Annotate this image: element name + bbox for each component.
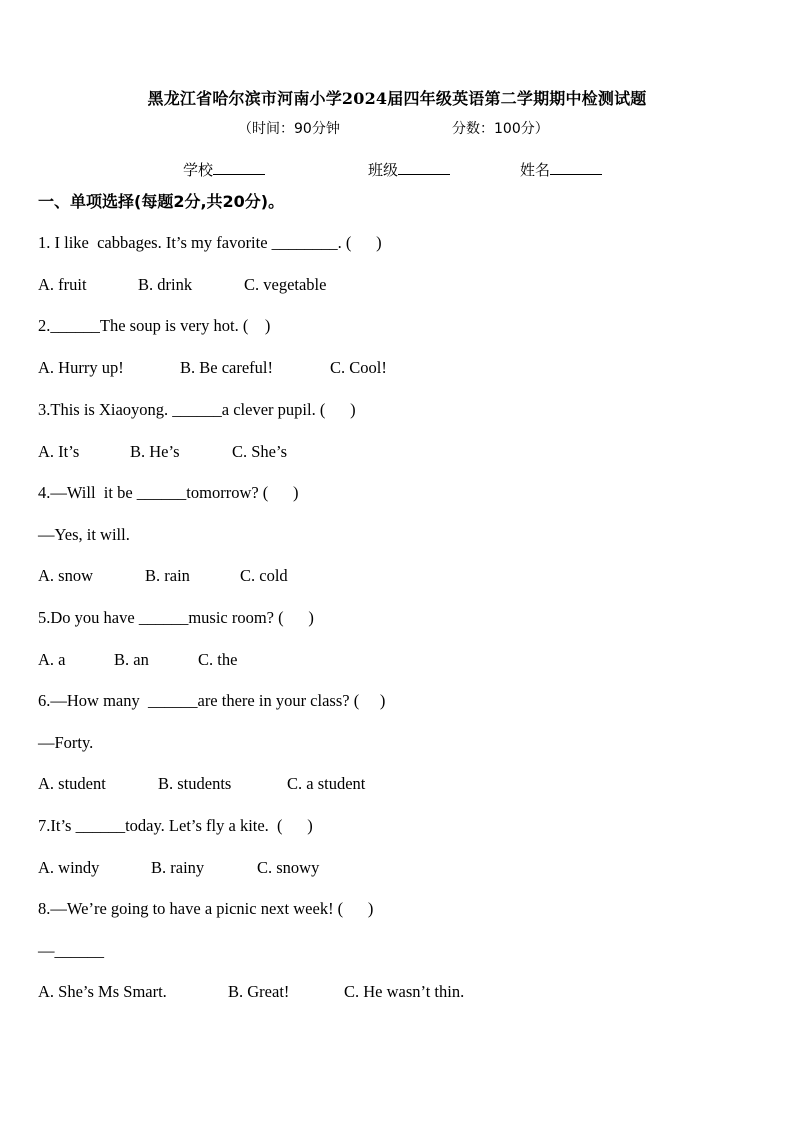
exam-time: （时间：90分钟 xyxy=(238,121,340,137)
question-7-option-a: A. windy xyxy=(38,858,100,877)
question-7-option-b: B. rainy xyxy=(151,858,205,877)
question-2-option-c: C. Cool! xyxy=(330,358,387,377)
question-3-stem: 3.This is Xiaoyong. ______a clever pupil. ( ) xyxy=(38,400,356,419)
question-2-stem: 2.______The soup is very hot. ( ) xyxy=(38,316,271,335)
section-heading: 一、单项选择(每题2分,共20分)。 xyxy=(38,192,285,211)
question-2-option-a: A. Hurry up! xyxy=(38,358,124,377)
name-field xyxy=(520,159,602,180)
question-3-option-c: C. She’s xyxy=(232,442,288,461)
question-6-option-c: C. a student xyxy=(287,774,366,793)
school-label: 学校 xyxy=(183,161,214,179)
question-5-option-b: B. an xyxy=(114,650,149,669)
question-1-option-c: C. vegetable xyxy=(244,275,327,294)
question-1-option-b: B. drink xyxy=(138,275,193,294)
school-field xyxy=(183,159,265,180)
question-6-stem: 6.—How many ______are there in your class? ( ) xyxy=(38,691,386,710)
question-8-option-a: A. She’s Ms Smart. xyxy=(38,982,167,1001)
class-blank[interactable] xyxy=(398,160,450,175)
school-blank[interactable] xyxy=(213,160,265,175)
exam-title: 黑龙江省哈尔滨市河南小学2024届四年级英语第二学期期中检测试题 xyxy=(147,89,647,108)
exam-score: 分数：100分） xyxy=(452,121,549,137)
question-4-option-b: B. rain xyxy=(145,566,190,585)
question-2-option-b: B. Be careful! xyxy=(180,358,273,377)
question-1-option-a: A. fruit xyxy=(38,275,87,294)
question-5-option-a: A. a xyxy=(38,650,66,669)
question-8-answer-line: —______ xyxy=(38,941,104,960)
question-8-option-b: B. Great! xyxy=(228,982,290,1001)
question-8-option-c: C. He wasn’t thin. xyxy=(344,982,465,1001)
question-3-option-b: B. He’s xyxy=(130,442,180,461)
question-7-option-c: C. snowy xyxy=(257,858,320,877)
question-4-answer-line: —Yes, it will. xyxy=(38,525,130,544)
question-5-option-c: C. the xyxy=(198,650,238,669)
question-4-stem: 4.—Will it be ______tomorrow? ( ) xyxy=(38,483,299,502)
question-4-option-a: A. snow xyxy=(38,566,94,585)
question-6-option-a: A. student xyxy=(38,774,106,793)
question-7-stem: 7.It’s ______today. Let’s fly a kite. ( ) xyxy=(38,816,313,835)
question-5-stem: 5.Do you have ______music room? ( ) xyxy=(38,608,314,627)
question-3-option-a: A. It’s xyxy=(38,442,80,461)
question-4-option-c: C. cold xyxy=(240,566,288,585)
name-blank[interactable] xyxy=(550,160,602,175)
question-1-stem: 1. I like cabbages. It’s my favorite ________. ( ) xyxy=(38,233,382,252)
question-6-answer-line: —Forty. xyxy=(38,733,94,752)
name-label: 姓名 xyxy=(520,161,551,179)
question-8-stem: 8.—We’re going to have a picnic next week! ( ) xyxy=(38,899,374,918)
class-field xyxy=(368,159,450,180)
question-6-option-b: B. students xyxy=(158,774,232,793)
class-label: 班级 xyxy=(368,161,399,179)
